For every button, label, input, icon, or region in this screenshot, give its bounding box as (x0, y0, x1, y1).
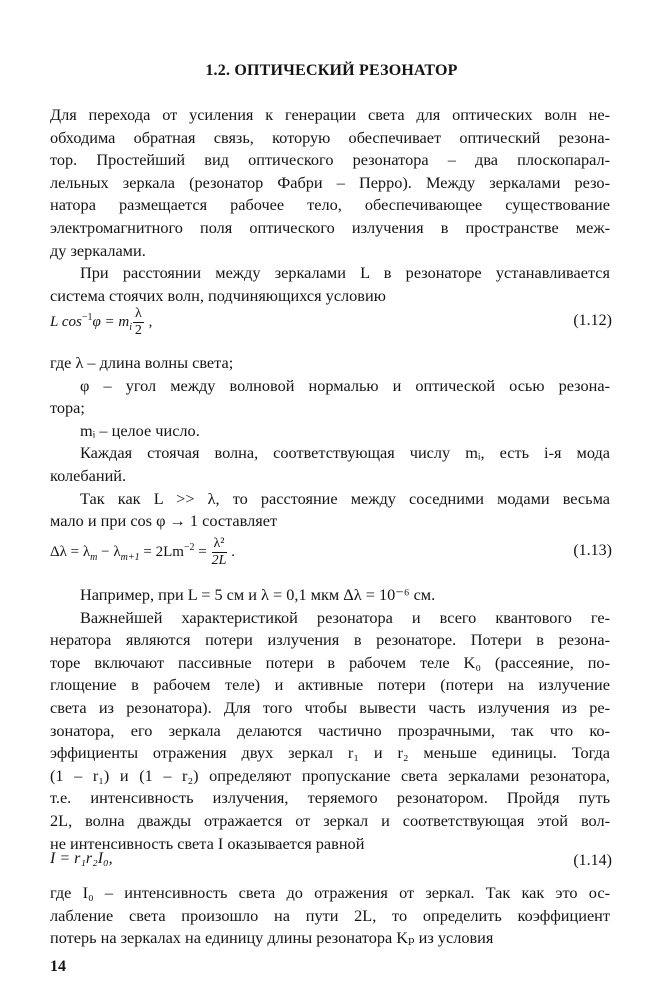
text-line: мало и при cos φ → 1 составляет (50, 511, 278, 531)
text-line: лабление света произошло на пути 2L, то определить коэффициент (50, 905, 610, 925)
text-line: глощение в рабочем теле) и активные потери (потери на излучение (50, 675, 610, 695)
fraction: $\frac{\text{λ²}}{2L}$ (211, 536, 227, 568)
text-line: Каждая стоячая волна, соответствующая числу mᵢ, есть i-я мода (80, 443, 610, 463)
text-line: 2L, волна дважды отражается от зеркал и соответствующая этой вол- (50, 810, 610, 830)
equation-number: (1.12) (573, 312, 612, 329)
text-line: колебаний. (50, 465, 127, 485)
text-line: нератора являются потери излучения в резонаторе. Потери в резона- (50, 630, 610, 650)
text-line: Важнейшей характеристикой резонатора и всего квантового ге- (80, 607, 610, 627)
text-line: φ – угол между волновой нормалью и оптической осью резона- (80, 375, 610, 395)
equation-formula: $\Delta\lambda = \lambda_m - \lambda_{m+1} = 2Lm^{-2}$ = $\frac{\text{λ²}}{2L}$ . (50, 536, 236, 568)
text-line: При расстоянии между зеркалами L в резонаторе устанавливается (80, 263, 610, 282)
text-line: система стоячих волн, подчиняющихся условию (50, 285, 386, 305)
text-line: где λ – длина волны света; (50, 353, 234, 372)
fraction: $\frac{\lambda}{2}$ (134, 306, 142, 338)
text-line: света из резонатора). Для того чтобы вывести часть излучения из ре- (50, 697, 610, 717)
text-line: зонатора, его зеркала делаются частично прозрачными, так что ко- (50, 720, 610, 740)
section-title: 1.2. ОПТИЧЕСКИЙ РЕЗОНАТОР (205, 62, 458, 79)
text-line: Для перехода от усиления к генерации света для оптических волн не- (50, 105, 610, 124)
text-line: обходима обратная связь, которую обеспечивает оптический резона- (50, 127, 610, 147)
paragraph-losses (50, 584, 610, 855)
text-line: ду зеркалами. (50, 240, 146, 260)
paragraph-standing-waves (50, 262, 610, 307)
text-line: натора размещается рабочее тело, обеспечивающее существование (50, 195, 610, 215)
equation-number: (1.14) (573, 852, 612, 869)
equation-1-13 (50, 536, 612, 566)
equation-formula: I = r₁r₂I₀, (50, 850, 113, 867)
equation-formula: L $\cos^{-1}\varphi = m_i$ $\frac{\lambda}{2}$ , (50, 306, 153, 338)
text-line: Например, при L = 5 см и λ = 0,1 мкм Δλ = 10⁻⁶ см. (80, 585, 436, 604)
text-line: тор. Простейший вид оптического резонатора – два плоскопарал- (50, 150, 610, 170)
text-line: электромагнитного поля оптического излучения в пространстве меж- (50, 217, 610, 237)
text-line: т.е. интенсивность излучения, теряемого резонатором. Пройдя путь (50, 788, 610, 808)
paragraph-intro (50, 104, 610, 262)
text-line: mᵢ – целое число. (80, 420, 200, 440)
equation-1-14 (50, 846, 612, 876)
text-line: тора; (50, 398, 85, 418)
paragraph-mirror-losses (50, 882, 610, 950)
text-line: не интенсивность света I оказывается равной (50, 833, 365, 853)
text-line: где I₀ – интенсивность света до отражения от зеркал. Так как это ос- (50, 883, 610, 902)
equation-1-12 (50, 306, 612, 336)
paragraph-definitions (50, 352, 610, 533)
text-line: лельных зеркала (резонатор Фабри – Перро). Между зеркалами резо- (50, 172, 610, 192)
page-number: 14 (50, 958, 66, 975)
equation-number: (1.13) (573, 542, 612, 559)
text-line: потерь на зеркалах на единицу длины резонатора Kₚ из условия (50, 928, 494, 948)
text-line: (1 – r₁) и (1 – r₂) определяют пропускание света зеркалами резонатора, (50, 765, 610, 785)
text-line: Так как L >> λ, то расстояние между соседними модами весьма (80, 488, 610, 508)
text-line: эффициенты отражения двух зеркал r₁ и r₂ меньше единицы. Тогда (50, 743, 610, 763)
text-line: торе включают пассивные потери в рабочем теле K₀ (рассеяние, по- (50, 652, 610, 672)
